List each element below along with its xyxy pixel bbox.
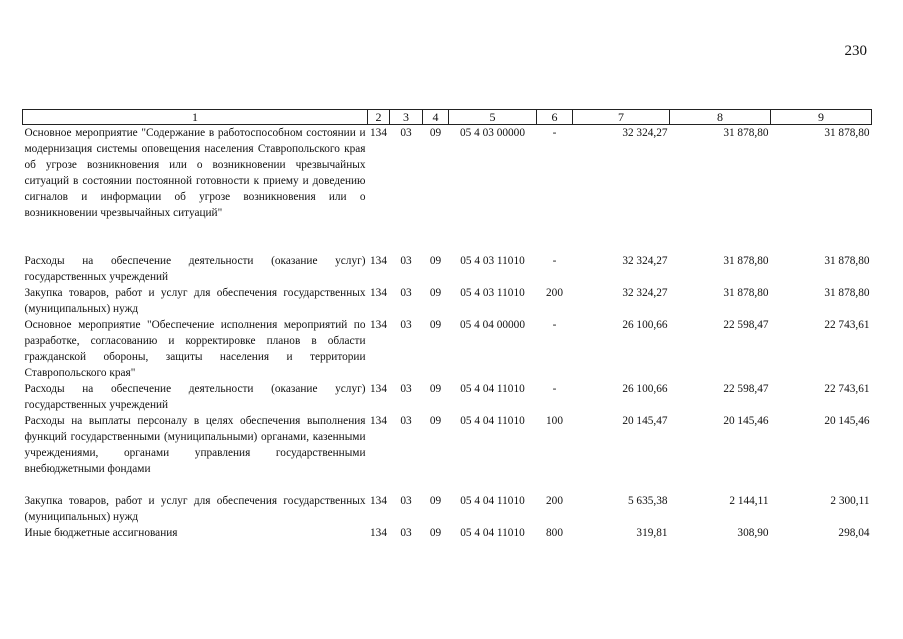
cell-target-article: 05 4 04 11010 <box>460 414 525 427</box>
cell-subsection: 09 <box>429 254 442 267</box>
cell-year-2: 31 878,80 <box>723 286 769 299</box>
column-header: 2 <box>368 110 390 125</box>
cell-year-2: 22 598,47 <box>723 382 769 395</box>
cell-year-1: 26 100,66 <box>622 318 668 331</box>
cell-subsection: 09 <box>429 127 442 139</box>
cell-year-3: 31 878,80 <box>824 286 870 299</box>
cell-expense-type: 800 <box>546 526 563 539</box>
column-header: 4 <box>423 110 449 125</box>
table-row <box>23 285 872 317</box>
column-header: 6 <box>537 110 573 125</box>
cell-target-article: 05 4 03 11010 <box>460 254 525 267</box>
column-header: 8 <box>670 110 771 125</box>
cell-section: 03 <box>400 254 412 267</box>
cell-section: 03 <box>400 494 412 507</box>
cell-year-2: 20 145,46 <box>723 414 769 427</box>
column-header: 5 <box>449 110 537 125</box>
table-header-row <box>23 110 872 125</box>
cell-year-1: 32 324,27 <box>622 254 668 267</box>
cell-target-article: 05 4 03 00000 <box>460 127 525 139</box>
cell-year-2: 308,90 <box>737 526 769 539</box>
cell-grbs: 134 <box>370 127 387 139</box>
cell-target-article: 05 4 04 11010 <box>460 526 525 539</box>
cell-target-article: 05 4 04 11010 <box>460 382 525 395</box>
cell-year-1: 32 324,27 <box>622 127 668 139</box>
row-name: Расходы на обеспечение деятельности (оказание услуг) государственных учреждений <box>24 382 366 411</box>
column-header: 1 <box>23 110 368 125</box>
cell-target-article: 05 4 03 11010 <box>460 286 525 299</box>
table-row <box>23 525 872 541</box>
cell-subsection: 09 <box>429 382 442 395</box>
cell-subsection: 09 <box>429 286 442 299</box>
cell-year-3: 31 878,80 <box>824 127 870 139</box>
cell-section: 03 <box>400 286 412 299</box>
cell-expense-type: 200 <box>546 286 563 299</box>
cell-expense-type: - <box>552 382 557 395</box>
cell-expense-type: 100 <box>546 414 563 427</box>
cell-year-3: 22 743,61 <box>824 382 870 395</box>
cell-year-2: 31 878,80 <box>723 127 769 139</box>
column-header: 9 <box>771 110 872 125</box>
cell-year-1: 5 635,38 <box>627 494 668 507</box>
table-row <box>23 125 872 253</box>
cell-subsection: 09 <box>429 318 442 331</box>
cell-section: 03 <box>400 318 412 331</box>
row-name: Закупка товаров, работ и услуг для обеспечения государственных (муниципальных) нужд <box>24 494 366 523</box>
page-number: 230 <box>844 43 867 59</box>
cell-year-3: 31 878,80 <box>824 254 870 267</box>
cell-subsection: 09 <box>429 526 442 539</box>
cell-year-2: 31 878,80 <box>723 254 769 267</box>
row-name: Основное мероприятие "Содержание в работоспособном состоянии и модернизация системы оповещения населения Ставропольского края об угрозе возникновения или о возникновении чрезвычайных ситуаций в состоянии постоянной готовности к приему и доведению сигналов и информации об угрозе возникновения или о возникновении чрезвычайных ситуаций" <box>24 127 366 219</box>
cell-expense-type: - <box>552 127 557 139</box>
cell-year-3: 2 300,11 <box>830 494 870 507</box>
cell-year-3: 298,04 <box>838 526 870 539</box>
cell-grbs: 134 <box>370 382 387 395</box>
table-row <box>23 381 872 413</box>
row-name: Расходы на обеспечение деятельности (оказание услуг) государственных учреждений <box>24 254 366 283</box>
cell-grbs: 134 <box>370 286 387 299</box>
cell-grbs: 134 <box>370 494 387 507</box>
cell-section: 03 <box>400 414 412 427</box>
row-name: Закупка товаров, работ и услуг для обеспечения государственных (муниципальных) нужд <box>24 286 366 315</box>
table-row <box>23 413 872 493</box>
cell-year-1: 26 100,66 <box>622 382 668 395</box>
cell-year-1: 20 145,47 <box>622 414 668 427</box>
cell-subsection: 09 <box>429 414 442 427</box>
cell-section: 03 <box>400 127 412 139</box>
cell-year-1: 319,81 <box>636 526 668 539</box>
cell-year-3: 22 743,61 <box>824 318 870 331</box>
cell-section: 03 <box>400 526 412 539</box>
cell-section: 03 <box>400 382 412 395</box>
column-header: 7 <box>573 110 670 125</box>
row-name: Иные бюджетные ассигнования <box>24 526 178 539</box>
column-header: 3 <box>390 110 423 125</box>
cell-expense-type: - <box>552 318 557 331</box>
budget-table <box>22 109 872 541</box>
table-row <box>23 253 872 285</box>
cell-grbs: 134 <box>370 254 387 267</box>
cell-subsection: 09 <box>429 494 442 507</box>
cell-grbs: 134 <box>370 414 387 427</box>
cell-year-3: 20 145,46 <box>824 414 870 427</box>
cell-year-2: 2 144,11 <box>729 494 769 507</box>
cell-target-article: 05 4 04 11010 <box>460 494 525 507</box>
cell-target-article: 05 4 04 00000 <box>460 318 525 331</box>
cell-grbs: 134 <box>370 526 387 539</box>
row-name: Расходы на выплаты персоналу в целях обеспечения выполнения функций государственными (муниципальными) органами, казенными учреждениями, органами управления государственными внебюджетными фондами <box>24 414 366 475</box>
row-name: Основное мероприятие "Обеспечение исполнения мероприятий по разработке, согласованию и корректировке планов в области гражданской обороны, защиты населения и территории Ставропольского края" <box>24 318 366 379</box>
cell-grbs: 134 <box>370 318 387 331</box>
table-row <box>23 493 872 525</box>
cell-expense-type: - <box>552 254 557 267</box>
cell-year-1: 32 324,27 <box>622 286 668 299</box>
cell-expense-type: 200 <box>546 494 563 507</box>
cell-year-2: 22 598,47 <box>723 318 769 331</box>
table-row <box>23 317 872 381</box>
